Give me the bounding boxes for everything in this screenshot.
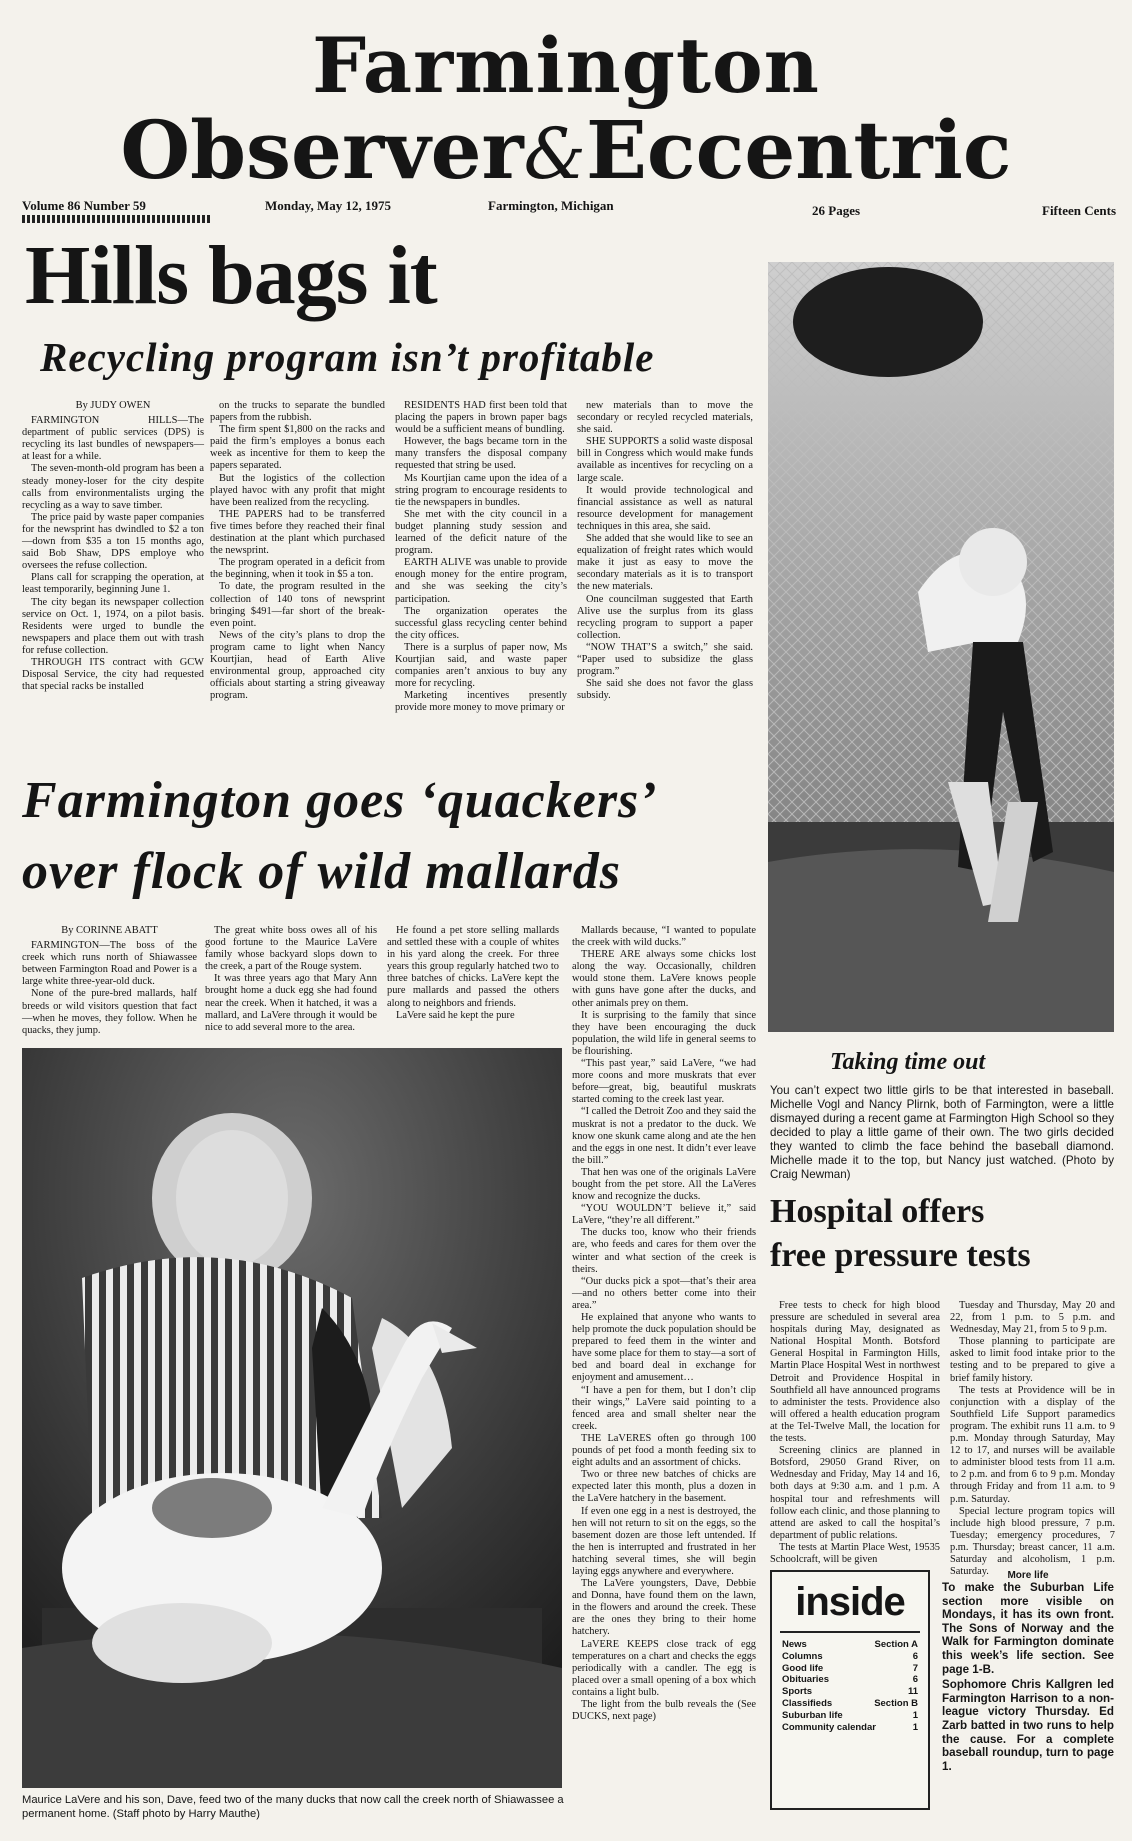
headline-quackers-line2: over flock of wild mallards	[22, 843, 621, 900]
story1-column-2	[210, 400, 385, 745]
toc-label: Good life	[782, 1662, 824, 1674]
paragraph: RESIDENTS HAD first been told that placing the papers in brown paper bags would be a sufficient means of bundling.	[395, 400, 567, 436]
story1-column-4	[577, 400, 753, 745]
story2-column-3	[387, 925, 559, 1045]
story1-col1-body	[22, 415, 204, 693]
paragraph: “NOW THAT’S a switch,” she said. “Paper used to subsidize the glass program.”	[577, 641, 753, 678]
paragraph: EARTH ALIVE was unable to provide enough money for the entire program, and she was seeking the city’s participation.	[395, 557, 567, 605]
feature-caption: You can’t expect two little girls to be that interested in baseball. Michelle Vogl and Nancy Plirnk, both of Farmington, were a little dismayed during a recent game at Farmington High School so they decided to play a little game of their own. The two girls decided they wanted to climb the face behind the baseball diamond. Michelle made it to the top, but Nancy just watched. (Photo by Craig Newman)	[770, 1084, 1114, 1181]
paragraph: on the trucks to separate the bundled papers from the rubbish.	[210, 400, 385, 424]
masthead-ampersand: &	[523, 113, 586, 195]
paragraph: “YOU WOULDN’T believe it,” said LaVere, “they’re all different.”	[572, 1203, 756, 1227]
dateline-ornament	[22, 215, 212, 223]
paragraph: None of the pure-bred mallards, half breeds or wild visitors question that fact—when he moves, they follow. When he quacks, they jump.	[22, 988, 197, 1036]
paragraph: One councilman suggested that Earth Alive use the surplus from its glass recycling program to support a paper collection.	[577, 593, 753, 641]
toc-row	[782, 1686, 918, 1698]
toc-section: 7	[912, 1662, 918, 1674]
paragraph: There is a surplus of paper now, Ms Kourtjian said, and waste paper companies aren’t anxious to buy any more for recycling.	[395, 641, 567, 690]
paragraph: “I called the Detroit Zoo and they said the muskrat is not a predator to the duck. We know one skunk came along and ate the hen and the eggs in one nest. It didn’t ever leave the bill.”	[572, 1106, 756, 1166]
paragraph: If even one egg in a nest is destroyed, the hen will not return to sit on the eggs, so the basement dozen are those left untended. If the hen is interrupted and frustrated in her hatching several times, she will begin laying eggs anywhere and everywhere.	[572, 1505, 756, 1577]
story1-column-3	[395, 400, 567, 745]
duck-photo-caption: Maurice LaVere and his son, Dave, feed two of the many ducks that now call the creek north of Shiawassee a permanent home. (Staff photo by Harry Mauthe)	[22, 1794, 564, 1820]
paragraph: To date, the program resulted in the collection of 140 tons of newsprint bringing $491—far short of the break-even point.	[210, 581, 385, 629]
paragraph: She said she does not favor the glass subsidy.	[577, 678, 753, 702]
paragraph: She met with the city council in a budget planning study session and learned of the deficit nature of the program.	[395, 508, 567, 557]
masthead-observer: Observer	[120, 103, 524, 197]
duck-photo-art	[22, 1048, 562, 1788]
toc-label: Obituaries	[782, 1674, 829, 1686]
story3-column-1	[770, 1300, 940, 1565]
inside-index-box	[770, 1570, 930, 1810]
issue-date: Monday, May 12, 1975	[265, 198, 392, 213]
masthead-line1: Farmington	[312, 21, 820, 110]
paragraph: The program operated in a deficit from the beginning, when it took in $5 a ton.	[210, 557, 385, 581]
toc-row	[782, 1710, 918, 1722]
paragraph: News of the city’s plans to drop the program came to light when Nancy Kourtjian, head of Earth Alive environmental group, approached city officials about starting a string giveaway program.	[210, 629, 385, 702]
toc-section: 1	[912, 1721, 918, 1733]
paragraph: “I have a pen for them, but I don’t clip their wings,” LaVere said pointing to a fenced area and small shelter near the creek.	[572, 1384, 756, 1432]
toc-label: News	[782, 1639, 807, 1650]
paragraph: The organization operates the successful glass recycling center behind the city offices.	[395, 605, 567, 641]
toc-row	[782, 1722, 918, 1734]
toc-label: Suburban life	[782, 1709, 843, 1721]
page-count: 26 Pages	[812, 203, 861, 218]
paragraph: The ducks too, know who their friends are, who feeds and cares for them over the winter and what section of the creek is theirs.	[572, 1227, 756, 1275]
paragraph: It would provide technological and financial assistance as well as natural resource development for management techniques in this area, she said.	[577, 484, 753, 532]
toc-section: 6	[912, 1674, 918, 1686]
paragraph: The firm spent $1,800 on the racks and paid the firm’s employes a bonus each week as incentive for them to keep the papers separated.	[210, 424, 385, 472]
paragraph: He found a pet store selling mallards and settled these with a couple of whites in his yard along the creek. For three years this group regularly hatched two to three batches of chicks. LaVere kept the pure mallards and passed the others along to neighbors and friends.	[387, 925, 559, 1009]
paragraph: FARMINGTON HILLS—The department of public services (DPS) is recycling its last bundles of newspapers—at least for a while.	[22, 415, 204, 463]
story2-column-2	[205, 925, 377, 1045]
paragraph: LaVere said he kept the pure	[396, 1009, 515, 1021]
subhead-recycling: Recycling program isn’t profitable	[40, 334, 655, 380]
toc-row	[782, 1651, 918, 1663]
paragraph: The city began its newspaper collection service on Oct. 1, 1974, on a pilot basis. Residents were urged to bundle the newspapers and place them out with trash for refuse collection.	[22, 596, 204, 656]
toc-label: Sports	[782, 1686, 813, 1698]
paragraph: The price paid by waste paper companies for the newsprint has dwindled to $2 a ton—down from $35 a ton 15 months ago, said Bob Shaw, DPS employe who oversees the refuse collection.	[22, 511, 204, 572]
paragraph: Mallards because, “I wanted to populate the creek with wild ducks.”	[572, 925, 756, 949]
issue-price: Fifteen Cents	[1042, 203, 1117, 218]
story2-column-4	[572, 925, 756, 1805]
toc-row	[782, 1663, 918, 1675]
toc-section: 6	[912, 1650, 918, 1662]
headline-hills-bags-it: Hills bags it	[25, 229, 437, 322]
paragraph: That hen was one of the originals LaVere bought from the pet store. All the LaVeres know and recognize the ducks.	[572, 1166, 756, 1203]
paragraph: Free tests to check for high blood pressure are scheduled in several area hospitals during May, designated as National Hospital Month. Botsford General Hospital in Farmington Hills, Martin Place Hospital West in northwest Detroit and Providence Hospital in Southfield all have announced programs to administer the tests. Providence also will offered a health education program at the Tel-Twelve Mall, the location for the tests.	[770, 1300, 940, 1445]
feature-title: Taking time out	[830, 1049, 986, 1075]
headline-hospital-line2: free pressure tests	[770, 1237, 1031, 1274]
paragraph: The seven-month-old program has been a steady money-loser for the city despite calls from environmentalists urging the recycling as a way to save timber.	[22, 463, 204, 511]
photo-girls-climbing	[768, 262, 1114, 1032]
paragraph: Special lecture program topics will include high blood pressure, 7 p.m. Tuesday; emergency procedures, 7 p.m. Thursday; breast cancer, 11 a.m. Saturday and alcoholism, 1 p.m. Saturday.	[950, 1505, 1115, 1578]
paragraph: The tests at Martin Place West, 19535 Schoolcraft, will be given	[770, 1541, 940, 1565]
inside-title: inside	[795, 1580, 905, 1624]
story2-column-1	[22, 925, 197, 1045]
toc-section: 1	[912, 1709, 918, 1721]
paragraph: However, the bags became torn in the many transfers the disposal company requested that string be used.	[395, 436, 567, 472]
paragraph: “Our ducks pick a spot—that’s their area—and no others better come into their area.”	[572, 1275, 756, 1311]
toc-section: Section B	[874, 1697, 918, 1709]
toc-row	[782, 1639, 918, 1651]
toc-section: 11	[907, 1686, 918, 1698]
paragraph: THE LaVERES often go through 100 pounds of pet food a month feeding six to eight adults and an assortment of chicks.	[572, 1432, 756, 1469]
paragraph: THE PAPERS had to be transferred five times before they reached their final destination at the plant which purchased the newsprint.	[210, 508, 385, 557]
headline-hospital-line1: Hospital offers	[770, 1193, 985, 1230]
headline-quackers-line1: Farmington goes ‘quackers’	[22, 772, 658, 829]
paragraph: FARMINGTON—The boss of the creek which runs north of Shiawassee between Farmington Road and Power is a large white three-year-old duck.	[22, 940, 197, 988]
paragraph: SHE SUPPORTS a solid waste disposal bill in Congress which would make funds available as incentives for recycling on a large scale.	[577, 436, 753, 484]
byline: By JUDY OWEN	[75, 400, 151, 411]
more-life-box	[942, 1570, 1114, 1773]
paragraph: Screening clinics are planned in Botsford, 29050 Grand River, on Wednesday and Friday, May 14 and 16, both days at 9:30 a.m. and 1 p.m. A hospital tour and refreshments will follow each clinic, and those planning to attend are asked to call the hospital’s department of public relations.	[770, 1445, 940, 1541]
issue-place: Farmington, Michigan	[488, 198, 614, 213]
toc-row	[782, 1674, 918, 1686]
sports-teaser: Sophomore Chris Kallgren led Farmington Harrison to a non-league victory Thursday. Ed Zarb batted in two runs to help the cause. For a complete baseball roundup, turn to page 1.	[942, 1678, 1114, 1773]
fence-photo-art	[768, 262, 1114, 1032]
paragraph: Marketing incentives presently provide more money to move primary or	[395, 690, 567, 714]
paragraph: Ms Kourtjian came upon the idea of a string program to encourage residents to tie the newspapers in bundles.	[395, 472, 567, 508]
volume-number: Volume 86 Number 59	[22, 198, 146, 213]
more-life-title: More life	[1007, 1570, 1049, 1581]
toc-section: Section A	[874, 1639, 918, 1650]
paragraph: The great white boss owes all of his good fortune to the Maurice LaVere family whose backyard slops down to the creek, a part of the Rouge system.	[205, 925, 377, 973]
toc-label: Columns	[782, 1650, 823, 1662]
paragraph: Those planning to participate are asked to limit food intake prior to the testing and to be prepared to give a brief family history.	[950, 1336, 1115, 1384]
more-life-text: To make the Suburban Life section more visible on Mondays, it has its own front. The Sons of Norway and the Walk for Farmington dominate this week’s life section. See page 1-B.	[942, 1581, 1114, 1676]
paragraph: new materials than to move the secondary or recyled recycled materials, she said.	[577, 400, 753, 436]
byline-abatt: By CORINNE ABATT	[61, 925, 158, 936]
paragraph: THROUGH ITS contract with GCW Disposal Service, the city had requested that special racks be installed	[22, 656, 204, 693]
toc-label: Community calendar	[782, 1721, 876, 1733]
paragraph: It is surprising to the family that since they have been encouraging the duck population, the wild life in general seems to be flourishing.	[572, 1009, 756, 1057]
inside-toc	[772, 1639, 928, 1733]
story1-column-1	[22, 400, 204, 745]
toc-row	[782, 1698, 918, 1710]
paragraph: But the logistics of the collection played havoc with any profit that might have been realized from the recycling.	[210, 472, 385, 508]
paragraph: The LaVere youngsters, Dave, Debbie and Donna, have found them on the lawn, in the flowers and around the creek. These are the ones they bring to their home hatchery.	[572, 1578, 756, 1638]
paragraph: Two or three new batches of chicks are expected later this month, plus a dozen in the LaVere hatchery in the basement.	[572, 1469, 756, 1505]
paragraph: Tuesday and Thursday, May 20 and 22, from 1 p.m. to 5 p.m. and Wednesday, May 21, from 5 to 9 p.m.	[950, 1300, 1115, 1336]
paragraph: She added that she would like to see an equalization of freight rates which would make it just as easy to move the secondary materials as it is to transport the new materials.	[577, 533, 753, 593]
masthead-line2	[0, 103, 1132, 197]
paragraph: THERE ARE always some chicks lost along the way. Occasionally, children would stone them. LaVere knows people with guns have gone after the ducks, and other animals prey on them.	[572, 949, 756, 1009]
photo-ducks	[22, 1048, 562, 1788]
masthead-eccentric: Eccentric	[585, 103, 1012, 197]
paragraph: LaVERE KEEPS close track of egg temperatures on a chart and checks the eggs periodically with a candler. The egg is placed over a small opening of a box which contains a light bulb.	[572, 1638, 756, 1698]
paragraph: He explained that anyone who wants to help promote the duck population should be prepared to feed them in the winter and have some place for them to stay—a sort of bed and board deal in exchange for enjoyment and amusement…	[572, 1312, 756, 1384]
paragraph: “This past year,” said LaVere, “we had more coons and more muskrats that ever before—great, big, beautiful muskrats started coming to the creek last year.	[572, 1058, 756, 1106]
paragraph: Plans call for scrapping the operation, at least temporarily, beginning June 1.	[22, 572, 204, 596]
toc-label: Classifieds	[782, 1697, 833, 1709]
paragraph: It was three years ago that Mary Ann brought home a duck egg she had found near the creek. When it hatched, it was a mallard, and LaVere through it would be nice to add several more to the area.	[205, 973, 377, 1033]
paragraph: The light from the bulb reveals the (See DUCKS, next page)	[572, 1699, 756, 1723]
paragraph: The tests at Providence will be in conjunction with a display of the Southfield Life Support paramedics program. The exhibit runs 11 a.m. to 9 p.m. Monday through Saturday, May 12 to 17, and nurses will be available to administer blood tests from 11 a.m. to 2 p.m. and from 6 to 9 p.m. Monday through Friday and from 11 a.m. to 9 p.m. Saturday.	[950, 1384, 1115, 1505]
